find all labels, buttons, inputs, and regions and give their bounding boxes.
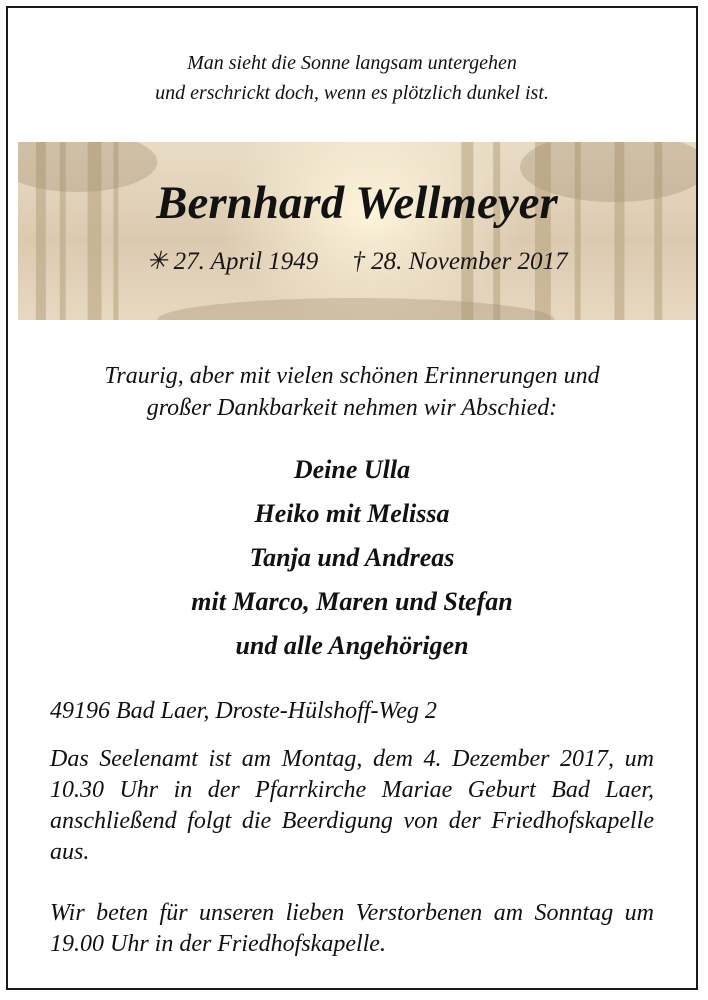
forest-banner [18, 142, 696, 320]
mourner-entry: Deine Ulla [293, 455, 411, 484]
mourner-entry: und alle Angehörigen [235, 631, 469, 660]
farewell-intro [8, 360, 696, 424]
forest-background-image [18, 142, 696, 320]
obituary-frame [6, 6, 698, 990]
birth-date: ✳ 27. April 1949 [146, 248, 319, 275]
death-date: † 28. November 2017 [352, 248, 568, 275]
deceased-name: Bernhard Wellmeyer [156, 177, 558, 229]
prayer-announcement: Wir beten für unseren lieben Verstorbenen am Sonntag um 19.00 Uhr in der Friedhofskapelle. [50, 900, 654, 957]
mourner-entry: Tanja und Andreas [249, 543, 455, 572]
motto-quote [8, 48, 696, 108]
mourner-entry: mit Marco, Maren und Stefan [191, 587, 513, 616]
motto-line-2: und erschrickt doch, wenn es plötzlich dunkel ist. [155, 82, 549, 104]
intro-line-2: großer Dankbarkeit nehmen wir Abschied: [146, 395, 558, 421]
mourners-list [8, 448, 696, 668]
life-dates [18, 246, 696, 278]
family-address: 49196 Bad Laer, Droste-Hülshoff-Weg 2 [50, 698, 437, 724]
intro-line-1: Traurig, aber mit vielen schönen Erinnerungen und [104, 363, 600, 389]
mourner-entry: Heiko mit Melissa [254, 499, 450, 528]
service-announcement: Das Seelenamt ist am Montag, dem 4. Dezember 2017, um 10.30 Uhr in der Pfarrkirche Mariae Geburt Bad Laer, anschließend folgt die Beerdigung von der Friedhofskapelle aus. [50, 746, 654, 865]
motto-line-1: Man sieht die Sonne langsam untergehen [187, 52, 517, 74]
